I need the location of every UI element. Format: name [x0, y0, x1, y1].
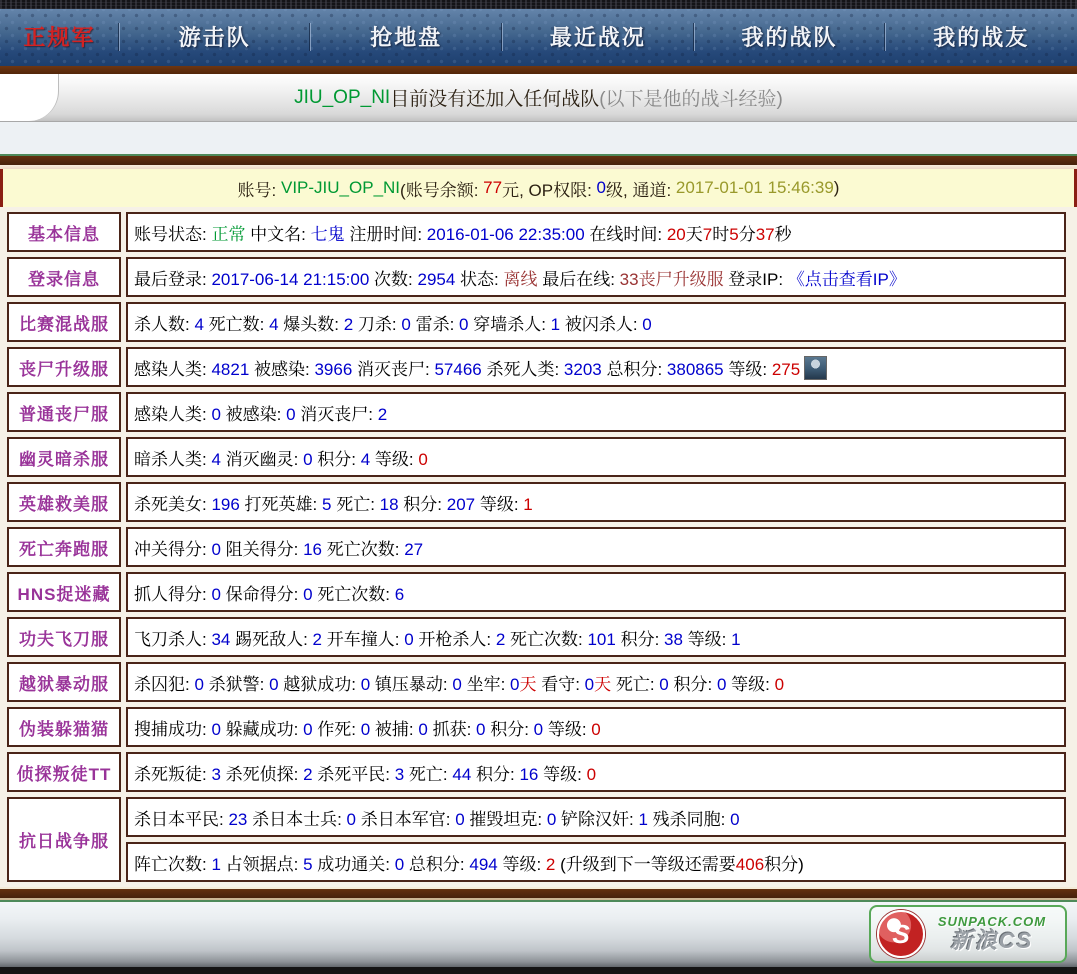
nav-item-3[interactable]: 抢地盘: [310, 9, 502, 66]
table-row: [7, 617, 1066, 657]
text-segment: 5: [322, 494, 332, 514]
text-segment: 16: [519, 764, 539, 784]
text-segment: 2: [495, 629, 506, 649]
row-label: 死亡奔跑服: [7, 527, 121, 567]
watermark-text: [925, 915, 1059, 953]
team-status-message: [0, 74, 1077, 121]
text-segment: 作死:: [312, 719, 361, 739]
row-content: [126, 752, 1066, 792]
text-segment: 秒: [774, 224, 792, 244]
text-segment: 注册时间:: [344, 224, 427, 244]
text-segment: 感染人类:: [134, 404, 212, 424]
text-segment: 被感染:: [220, 404, 287, 424]
main-nav: [0, 9, 1077, 66]
row-label: 基本信息: [7, 212, 121, 252]
text-segment: 残杀同胞:: [647, 809, 731, 829]
text-segment: 搜捕成功:: [134, 719, 212, 739]
text-segment: 阻关得分:: [220, 539, 304, 559]
text-segment: 0: [455, 809, 465, 829]
text-segment: ): [833, 178, 840, 197]
text-segment: 杀日本士兵:: [247, 809, 347, 829]
text-segment: 0: [303, 449, 313, 469]
text-segment: 杀囚犯:: [134, 674, 195, 694]
text-segment: 账号:: [237, 180, 281, 200]
text-segment: 在线时间:: [584, 224, 667, 244]
text-segment: 0: [404, 629, 414, 649]
text-segment: 2: [343, 314, 354, 334]
text-segment: 44: [452, 764, 472, 784]
text-segment: 2954: [417, 269, 456, 289]
text-segment: 杀死美女:: [134, 494, 212, 514]
watermark-line1: SUNPACK.COM: [937, 914, 1047, 929]
row-content: [126, 842, 1066, 882]
text-segment: 0: [459, 314, 469, 334]
text-segment: 0: [774, 674, 785, 694]
text-segment: 看守:: [536, 674, 585, 694]
text-segment: 躲藏成功:: [220, 719, 304, 739]
text-segment: 死亡:: [611, 674, 660, 694]
text-segment: 杀死叛徒:: [134, 764, 212, 784]
text-segment: 7: [702, 224, 713, 244]
text-segment: 等级:: [723, 359, 772, 379]
text-segment: 离线: [503, 269, 538, 289]
text-segment: 1: [638, 809, 648, 829]
row-content: [126, 707, 1066, 747]
text-segment: 雷杀:: [410, 314, 460, 334]
text-segment: 3203: [563, 359, 602, 379]
text-segment: 死亡:: [331, 494, 380, 514]
text-segment: 消灭丧尸:: [352, 359, 435, 379]
text-segment: 中文名:: [245, 224, 311, 244]
text-segment: 6: [394, 584, 405, 604]
text-segment: 0: [194, 674, 204, 694]
text-segment: 4: [194, 314, 204, 334]
text-segment: 0: [211, 584, 221, 604]
table-row: [7, 302, 1066, 342]
text-segment: 七鬼: [310, 224, 345, 244]
text-segment: 101: [587, 629, 616, 649]
text-segment: (升级到下一等级还需要: [555, 854, 736, 874]
text-segment: 被捕:: [370, 719, 419, 739]
text-segment: 抓人得分:: [134, 584, 212, 604]
text-segment: 0: [303, 719, 313, 739]
row-content: [126, 212, 1066, 252]
text-segment: 1: [523, 494, 533, 514]
row-content: [126, 257, 1066, 297]
text-segment: 天: [685, 224, 703, 244]
text-segment: 镇压暴动:: [370, 674, 453, 694]
text-segment: 积分:: [668, 674, 717, 694]
text-segment: 刀杀:: [353, 314, 402, 334]
text-segment: 等级:: [543, 719, 592, 739]
text-segment: 0: [394, 854, 405, 874]
text-segment: 0: [510, 674, 520, 694]
text-segment: 状态:: [455, 269, 504, 289]
text-segment: 正常: [211, 224, 246, 244]
text-segment: 0: [596, 178, 607, 197]
text-segment: 杀日本军官:: [356, 809, 456, 829]
table-row: [7, 257, 1066, 297]
text-segment: 杀日本平民:: [134, 809, 229, 829]
nav-item-1[interactable]: 正规军: [23, 25, 96, 50]
view-ip-link[interactable]: 《点击查看IP》: [787, 269, 906, 289]
text-segment: 消灭丧尸:: [295, 404, 378, 424]
text-segment: 0: [418, 449, 428, 469]
text-segment: 飞刀杀人:: [134, 629, 212, 649]
table-row: [7, 752, 1066, 792]
text-segment: 0: [642, 314, 652, 334]
footer-area: [0, 902, 1077, 967]
text-segment: 铲除汉奸:: [556, 809, 639, 829]
table-row: [7, 347, 1066, 387]
text-segment: 0: [452, 674, 462, 694]
nav-item-5[interactable]: 我的战队: [694, 9, 886, 66]
text-segment: 0: [730, 809, 740, 829]
text-segment: 0: [360, 719, 371, 739]
text-segment: 打死英雄:: [239, 494, 322, 514]
nav-item-2[interactable]: 游击队: [119, 9, 311, 66]
text-segment: 死亡:: [404, 764, 453, 784]
text-segment: 天: [594, 674, 612, 694]
text-segment: 2: [545, 854, 556, 874]
row-content: [126, 437, 1066, 477]
row-content: [126, 302, 1066, 342]
text-segment: 0: [286, 404, 296, 424]
text-segment: 77: [483, 178, 503, 197]
text-segment: 0: [716, 674, 727, 694]
text-segment: 2: [377, 404, 388, 424]
text-segment: 3966: [314, 359, 353, 379]
table-row: [7, 392, 1066, 432]
text-segment: 0: [586, 764, 597, 784]
text-segment: 总积分:: [601, 359, 667, 379]
text-segment: 16: [303, 539, 323, 559]
text-segment: 0: [546, 809, 557, 829]
row-content: [126, 347, 1066, 387]
row-label: 伪装躲猫猫: [7, 707, 121, 747]
text-segment: 33丧尸升级服: [619, 269, 724, 289]
brown-rule-top: [0, 156, 1077, 165]
text-segment: 冲关得分:: [134, 539, 212, 559]
text-segment: 18: [379, 494, 399, 514]
text-segment: 5: [729, 224, 739, 244]
row-label: 普通丧尸服: [7, 392, 121, 432]
text-segment: 目前没有还加入任何战队: [390, 89, 600, 110]
text-segment: 0: [346, 809, 357, 829]
text-segment: (账号余额:: [400, 180, 484, 200]
row-label: 功夫飞刀服: [7, 617, 121, 657]
watermark-line2: 新浪CS: [950, 928, 1034, 954]
text-segment: 5: [303, 854, 313, 874]
table-row: [7, 212, 1066, 252]
text-segment: 摧毁坦克:: [464, 809, 547, 829]
text-segment: 次数:: [369, 269, 418, 289]
text-segment: 天: [519, 674, 537, 694]
text-segment: 占领据点:: [220, 854, 304, 874]
row-content: [126, 797, 1066, 837]
text-segment: 分: [738, 224, 756, 244]
text-segment: 账号状态:: [134, 224, 212, 244]
table-row: [7, 842, 1066, 882]
text-segment: 3: [211, 764, 221, 784]
text-segment: 死亡次数:: [312, 584, 395, 604]
text-segment: 等级:: [475, 494, 524, 514]
stats-table-wrap: [0, 207, 1077, 887]
text-segment: 杀狱警:: [203, 674, 270, 694]
text-segment: 最后登录:: [134, 269, 212, 289]
text-segment: 等级:: [682, 629, 732, 649]
row-content: [126, 617, 1066, 657]
text-segment: 0: [584, 674, 595, 694]
text-segment: 越狱成功:: [278, 674, 361, 694]
text-segment: 23: [228, 809, 248, 829]
row-label: 幽灵暗杀服: [7, 437, 121, 477]
tab-strip: [0, 74, 1077, 122]
text-segment: 0: [533, 719, 544, 739]
table-row: [7, 482, 1066, 522]
text-segment: 2017-06-14 21:15:00: [211, 269, 370, 289]
text-segment: JIU_OP_NI: [294, 86, 391, 108]
nav-item-6[interactable]: 我的战友: [885, 9, 1077, 66]
row-label: 越狱暴动服: [7, 662, 121, 702]
row-label: 侦探叛徒TT: [7, 752, 121, 792]
nav-bottom-border: [0, 66, 1077, 74]
text-segment: 爆头数:: [278, 314, 344, 334]
text-segment: 积分:: [471, 764, 520, 784]
text-segment: 0: [211, 719, 221, 739]
text-segment: 积分): [764, 854, 804, 874]
text-segment: 4: [360, 449, 371, 469]
text-segment: 杀死人类:: [481, 359, 564, 379]
text-segment: 2: [312, 629, 323, 649]
text-segment: 杀死侦探:: [220, 764, 304, 784]
text-segment: 元, OP权限:: [502, 180, 597, 200]
text-segment: 开车撞人:: [322, 629, 405, 649]
text-segment: 4: [211, 449, 221, 469]
sunpack-watermark: [869, 905, 1067, 963]
text-segment: 0: [659, 674, 669, 694]
table-row: [7, 572, 1066, 612]
text-segment: 死亡次数:: [505, 629, 588, 649]
text-segment: 阵亡次数:: [134, 854, 212, 874]
row-content: [126, 527, 1066, 567]
account-summary-bar: [0, 169, 1077, 207]
text-segment: 3: [394, 764, 405, 784]
table-row: [7, 797, 1066, 837]
text-segment: 2: [303, 764, 313, 784]
text-segment: 登录IP:: [723, 269, 788, 289]
text-segment: 1: [550, 314, 561, 334]
brown-rule-bottom: [0, 889, 1077, 898]
table-row: [7, 662, 1066, 702]
text-segment: 207: [446, 494, 476, 514]
row-label: 英雄救美服: [7, 482, 121, 522]
text-segment: 积分:: [312, 449, 361, 469]
text-segment: 积分:: [485, 719, 534, 739]
text-segment: 等级:: [497, 854, 546, 874]
text-segment: 暗杀人类:: [134, 449, 212, 469]
row-label: 比赛混战服: [7, 302, 121, 342]
text-segment: 总积分:: [404, 854, 470, 874]
text-segment: 感染人类:: [134, 359, 212, 379]
text-segment: 34: [211, 629, 231, 649]
text-segment: 57466: [434, 359, 482, 379]
text-segment: 杀死平民:: [312, 764, 395, 784]
nav-item-4[interactable]: 最近战况: [502, 9, 694, 66]
text-segment: (以下是他的战斗经验): [599, 89, 783, 110]
row-label: 登录信息: [7, 257, 121, 297]
text-segment: 等级:: [726, 674, 775, 694]
text-segment: 坐牢:: [461, 674, 511, 694]
row-label: HNS捉迷藏: [7, 572, 121, 612]
text-segment: 杀人数:: [134, 314, 195, 334]
text-segment: VIP-JIU_OP_NI: [281, 178, 401, 197]
text-segment: 2017-01-01 15:46:39: [675, 178, 834, 197]
top-texture-strip: [0, 0, 1077, 9]
text-segment: 消灭幽灵:: [220, 449, 304, 469]
row-label: 抗日战争服: [7, 797, 121, 882]
text-segment: 死亡次数:: [322, 539, 405, 559]
text-segment: 494: [469, 854, 498, 874]
text-segment: 27: [404, 539, 424, 559]
text-segment: 38: [664, 629, 683, 649]
text-segment: 275: [771, 359, 801, 379]
text-segment: 37: [755, 224, 775, 244]
stats-table: [2, 207, 1071, 887]
text-segment: 等级:: [538, 764, 587, 784]
text-segment: 死亡数:: [203, 314, 270, 334]
text-segment: 成功通关:: [312, 854, 395, 874]
page-gap: [0, 122, 1077, 154]
table-row: [7, 437, 1066, 477]
text-segment: 抓获:: [427, 719, 477, 739]
text-segment: 0: [303, 584, 313, 604]
sunpack-logo-icon: S: [877, 910, 925, 958]
text-segment: 406: [735, 854, 765, 874]
bottom-strip: [0, 967, 1077, 974]
text-segment: 196: [211, 494, 240, 514]
text-segment: 等级:: [370, 449, 419, 469]
text-segment: 被感染:: [249, 359, 315, 379]
text-segment: 0: [211, 404, 221, 424]
text-segment: 380865: [666, 359, 724, 379]
text-segment: 积分:: [615, 629, 665, 649]
text-segment: 0: [401, 314, 411, 334]
table-row: [7, 527, 1066, 567]
row-content: [126, 482, 1066, 522]
text-segment: 1: [211, 854, 221, 874]
text-segment: 2016-01-06 22:35:00: [426, 224, 585, 244]
text-segment: 20: [666, 224, 686, 244]
text-segment: 保命得分:: [220, 584, 304, 604]
text-segment: 0: [211, 539, 221, 559]
text-segment: 0: [418, 719, 428, 739]
row-content: [126, 662, 1066, 702]
text-segment: 0: [591, 719, 601, 739]
text-segment: 4: [269, 314, 279, 334]
text-segment: 0: [360, 674, 371, 694]
text-segment: 开枪杀人:: [413, 629, 496, 649]
text-segment: 4821: [211, 359, 250, 379]
row-content: [126, 572, 1066, 612]
text-segment: 0: [269, 674, 279, 694]
text-segment: 1: [731, 629, 741, 649]
text-segment: 积分:: [398, 494, 447, 514]
text-segment: 踢死敌人:: [230, 629, 313, 649]
text-segment: 最后在线:: [537, 269, 620, 289]
text-segment: 穿墙杀人:: [468, 314, 551, 334]
text-segment: 时: [712, 224, 730, 244]
row-content: [126, 392, 1066, 432]
text-segment: 级, 通道:: [606, 180, 676, 200]
text-segment: 被闪杀人:: [560, 314, 643, 334]
player-avatar: [804, 356, 827, 380]
table-row: [7, 707, 1066, 747]
row-label: 丧尸升级服: [7, 347, 121, 387]
text-segment: 0: [476, 719, 486, 739]
